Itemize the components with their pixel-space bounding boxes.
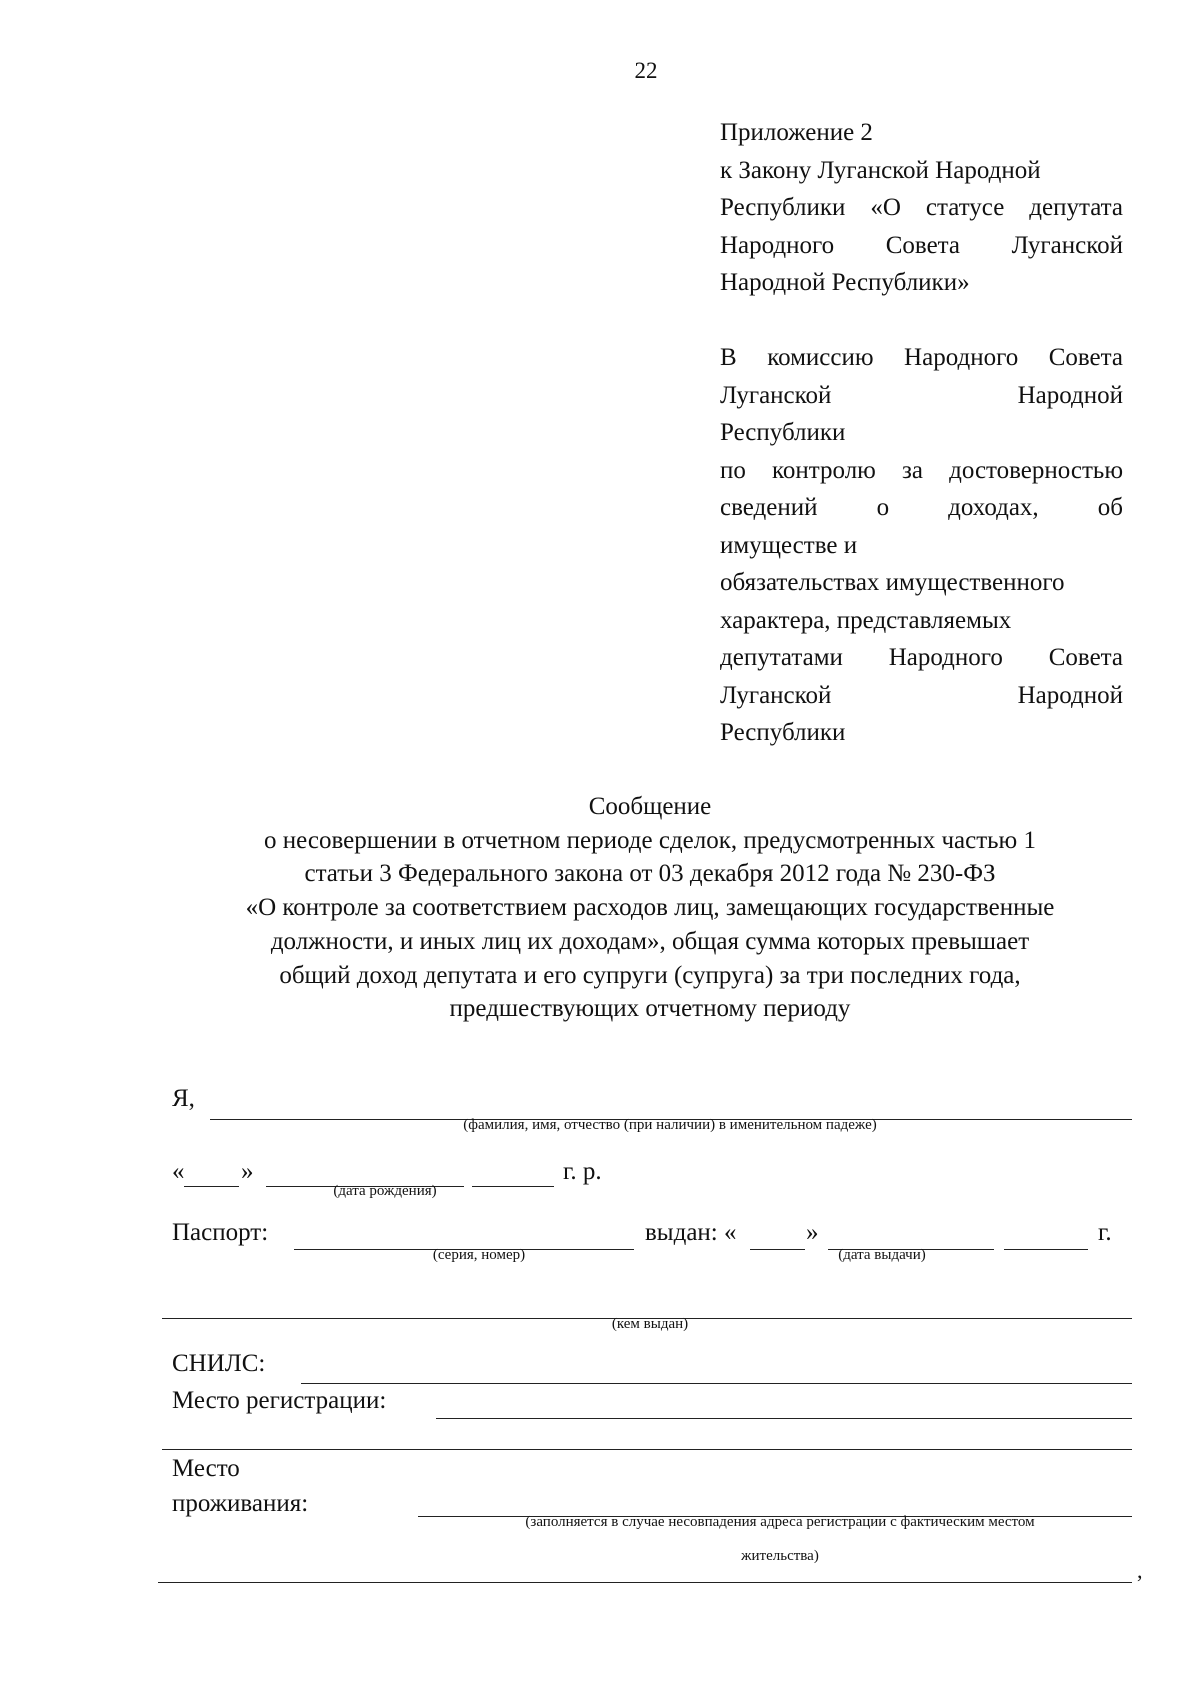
word: Совета (1048, 344, 1123, 371)
appendix-header (720, 114, 1123, 302)
word: Народного (888, 644, 1003, 671)
addressee-block (720, 339, 1123, 752)
word: Народного (904, 344, 1019, 371)
residence-caption-2: жительства) (741, 1548, 819, 1564)
title-line: должности, и иных лиц их доходам», общая сумма которых превышает (270, 927, 1030, 955)
word: В (720, 344, 737, 371)
word: Совета (1048, 644, 1123, 671)
document-title (150, 790, 1150, 1026)
snils-label: СНИЛС: (172, 1350, 266, 1377)
addressee-line: Республики (720, 719, 846, 746)
word: комиссию (767, 344, 874, 371)
issue-date-caption: (дата выдачи) (838, 1247, 926, 1263)
residence-field-line-2[interactable] (158, 1582, 1132, 1583)
title-line: статьи 3 Федерального закона от 03 декабря 2012 года № 230-ФЗ (304, 860, 996, 888)
birth-caption: (дата рождения) (333, 1183, 437, 1199)
title-line: предшествующих отчетному периоду (449, 995, 851, 1023)
appendix-line: к Закону Луганской Народной (720, 156, 1041, 184)
issue-day-field[interactable] (750, 1249, 805, 1250)
title-line: Сообщение (588, 793, 712, 820)
word: «О (870, 194, 901, 221)
addressee-line (720, 377, 1123, 415)
word: Луганской (720, 381, 832, 409)
addressee-line: характера, представляемых (720, 606, 1012, 634)
word: Народной (1017, 681, 1123, 709)
addressee-line (720, 489, 1123, 527)
word: по (720, 456, 746, 484)
title-line: о несовершении в отчетном периоде сделок, предусмотренных частью 1 (264, 826, 1036, 854)
word: о (876, 494, 890, 521)
word: депутатами (720, 644, 843, 671)
appendix-line: Приложение 2 (720, 119, 873, 146)
word: Народного (720, 231, 835, 259)
word: Луганской (720, 681, 832, 709)
birth-quote-open: « (172, 1158, 185, 1185)
word: сведений (720, 494, 818, 521)
issue-year-field[interactable] (1004, 1249, 1088, 1250)
word: статусе (925, 194, 1005, 221)
appendix-line (720, 189, 1123, 227)
residence-caption-1: (заполняется в случае несовпадения адреса регистрации с фактическим местом (525, 1514, 1035, 1530)
title-line: «О контроле за соответствием расходов лиц, замещающих государственные (245, 894, 1055, 922)
birth-year-field[interactable] (472, 1186, 554, 1187)
issued-label: выдан: « (645, 1219, 737, 1246)
word: доходах, (948, 494, 1039, 521)
addressee-line (720, 639, 1123, 677)
addressee-line: Республики (720, 419, 846, 446)
word: Республики (720, 194, 846, 221)
birth-day-field[interactable] (184, 1186, 239, 1187)
residence-label-2: проживания: (172, 1490, 309, 1517)
addressee-line (720, 677, 1123, 715)
issued-by-caption: (кем выдан) (611, 1316, 689, 1332)
title-line: общий доход депутата и его супруги (супруга) за три последних года, (279, 961, 1021, 989)
passport-label: Паспорт: (172, 1219, 269, 1246)
word: об (1097, 494, 1123, 521)
birth-year-suffix: г. р. (563, 1158, 602, 1185)
passport-series-caption: (серия, номер) (432, 1247, 526, 1263)
trailing-comma: , (1137, 1558, 1143, 1583)
issue-quote-close: » (806, 1219, 819, 1246)
snils-field[interactable] (301, 1383, 1132, 1384)
word: Луганской (1011, 231, 1123, 259)
addressee-line (720, 452, 1123, 490)
registration-field-line-2[interactable] (162, 1449, 1132, 1450)
word: депутата (1029, 194, 1123, 221)
i-label: Я, (172, 1085, 195, 1112)
page-number: 22 (634, 58, 658, 83)
addressee-line: имуществе и (720, 531, 858, 559)
addressee-line (720, 339, 1123, 377)
residence-label-1: Место (172, 1455, 240, 1482)
issue-year-mark: г. (1098, 1219, 1112, 1246)
registration-field[interactable] (436, 1418, 1132, 1419)
birth-quote-close: » (241, 1158, 254, 1185)
fio-caption: (фамилия, имя, отчество (при наличии) в именительном падеже) (463, 1117, 877, 1133)
word: контролю (772, 456, 876, 484)
word: достоверностью (949, 456, 1123, 484)
appendix-line: Народной Республики» (720, 269, 970, 296)
addressee-line: обязательствах имущественного (720, 569, 1065, 596)
word: за (901, 456, 923, 484)
word: Народной (1017, 381, 1123, 409)
word: Совета (885, 231, 960, 259)
registration-label: Место регистрации: (172, 1387, 387, 1414)
appendix-line (720, 227, 1123, 265)
